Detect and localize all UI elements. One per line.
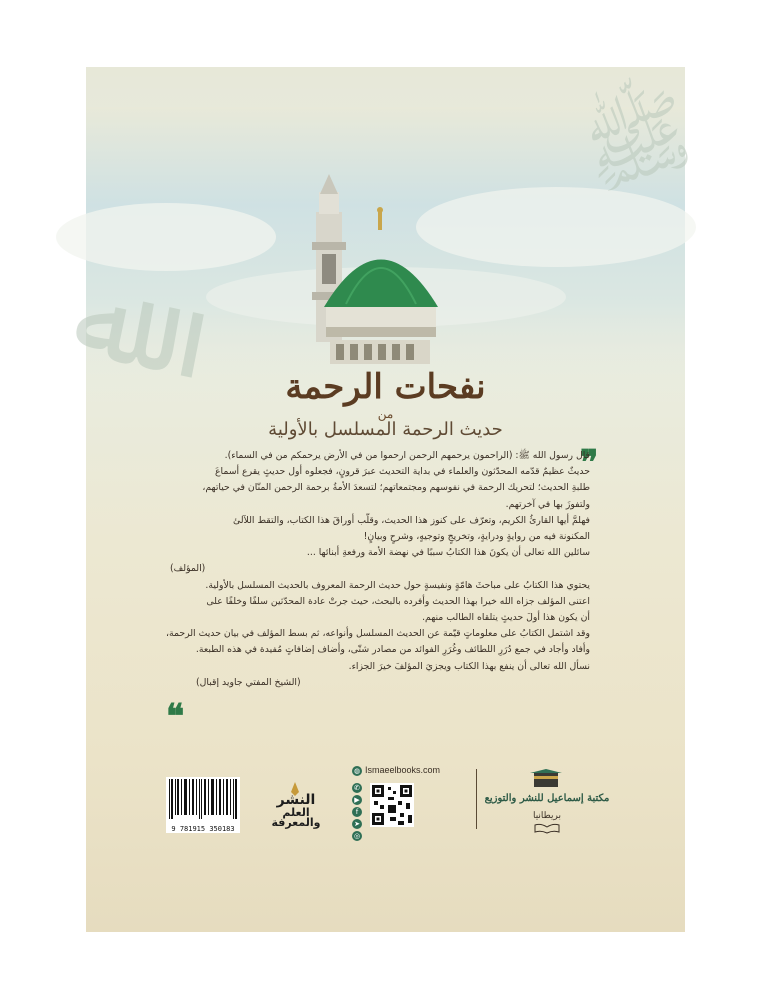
signature-author: (المؤلف) — [170, 563, 206, 575]
blurb-line: قال رسول الله ﷺ: (الراحمون يرحمهم الرحمن ارحموا من في الأرض يرحمكم من في السماء). — [224, 450, 590, 461]
isbn-barcode — [166, 777, 240, 833]
title-connector: من — [377, 407, 394, 421]
barcode-icon — [166, 777, 240, 823]
library-logo — [482, 765, 612, 837]
blurb-line: المكنونة فيه من روايةٍ ودرايةٍ، وتخريجٍ وتوجيهٍ، وشرحٍ وبيانٍ! — [363, 531, 590, 543]
logo-line-2: العلم — [282, 806, 310, 819]
calligraphy-watermark-left: ﷲ — [63, 251, 154, 391]
facebook-icon[interactable]: f — [352, 807, 362, 817]
library-name: مكتبة إسماعيل للنشر والتوزيع — [484, 793, 610, 804]
calligraphy-watermark-right: ﷺ — [569, 75, 706, 209]
blurb-line: سائلين الله تعالى أن يكونَ هذا الكتابُ سببًا في نهضة الأمة ورفعةِ أبنائها ... — [306, 547, 590, 559]
blurb-line: وقد اشتمل الكتابُ على معلوماتٍ قيّمة عن الحديث المسلسل وأنواعه، ثم بسط المؤلف في بيان حديث الرحمة، — [165, 628, 590, 640]
telegram-icon[interactable]: ➤ — [352, 819, 362, 829]
blurb-line: اعتنى المؤلف جزاه الله خيرا بهذا الحديث وأفرده بالبحث، حيث جرتْ عادة المحدّثين سلفًا وخلفًا على — [206, 595, 590, 607]
kaaba-icon — [528, 769, 564, 789]
logo-line-1: النشر — [276, 792, 316, 808]
blurb-line: حديثٌ عظيمٌ قدّمه المحدّثون والعلماء في بداية التحديث عبرَ قرونٍ، فجعلوه أول حديثٍ يقرع أسماعَ — [214, 466, 590, 478]
book-subtitle: حديث الرحمة المسلسل بالأولية — [268, 419, 503, 440]
blurb-line: وأفاد وأجاد في جمع دُرَرِ اللطائف وغُرَرِ الفوائد من مصادر شتّى، وأضاف إضافاتٍ مُفيدة في هذه الطبعة. — [195, 644, 590, 656]
isbn-number: 9 781915 350183 — [171, 825, 235, 833]
blurb-line: نسأل الله تعالى أن ينفع بهذا الكتاب ويجزيَ المؤلفَ خيرَ الجزاء. — [348, 660, 590, 672]
blurb-line: أن يكون هذا أولَ حديثٍ يتلقاه الطالب منهم. — [422, 612, 590, 624]
publisher-website[interactable]: Ismaeelbooks.com — [365, 765, 441, 775]
whatsapp-icon[interactable]: ✆ — [352, 783, 362, 793]
book-title: نفحات الرحمة — [285, 367, 486, 407]
book-back-cover — [63, 67, 706, 932]
globe-icon: ◍ — [353, 767, 361, 775]
publisher-logo — [264, 782, 328, 828]
open-book-icon — [534, 823, 560, 833]
green-dome-icon — [286, 172, 446, 372]
quote-open-icon: ❞ — [580, 443, 599, 483]
blurb-line: يحتوي هذا الكتابُ على مباحثَ هامّةٍ ونفيسةٍ حول حديث الرحمة المعروف بالحديث المسلسل بالأولية. — [205, 579, 590, 591]
instagram-icon[interactable]: ◎ — [353, 832, 361, 840]
qr-code-icon — [370, 783, 414, 827]
blurb-line: فهلمَّ أيها القارئُ الكريم، وتعرّف على كنوز هذا الحديث، وقلّب أوراقَ هذا الكتاب، والتقط اللآلئ — [232, 514, 590, 526]
quote-close-icon: ❝ — [166, 697, 185, 737]
blurb-line: طلبةِ الحديث؛ لتحريك الرحمة في نفوسهم ومجتمعاتهم؛ لتسعدَ الأمةُ برحمة الرحمن المنّان في حياتهم، — [202, 482, 590, 494]
blurb-text — [165, 448, 590, 691]
logo-line-3: والمعرفة — [271, 816, 321, 829]
blurb-line: ولتفوزَ بها في آخرتهم. — [505, 498, 590, 510]
signature-reviewer: (الشيخ المفتي جاويد إقبال) — [196, 676, 301, 688]
footer-divider — [476, 769, 477, 829]
library-location: بريطانيا — [532, 811, 562, 821]
publisher-contacts — [352, 765, 472, 840]
youtube-icon[interactable]: ▶ — [352, 795, 362, 805]
